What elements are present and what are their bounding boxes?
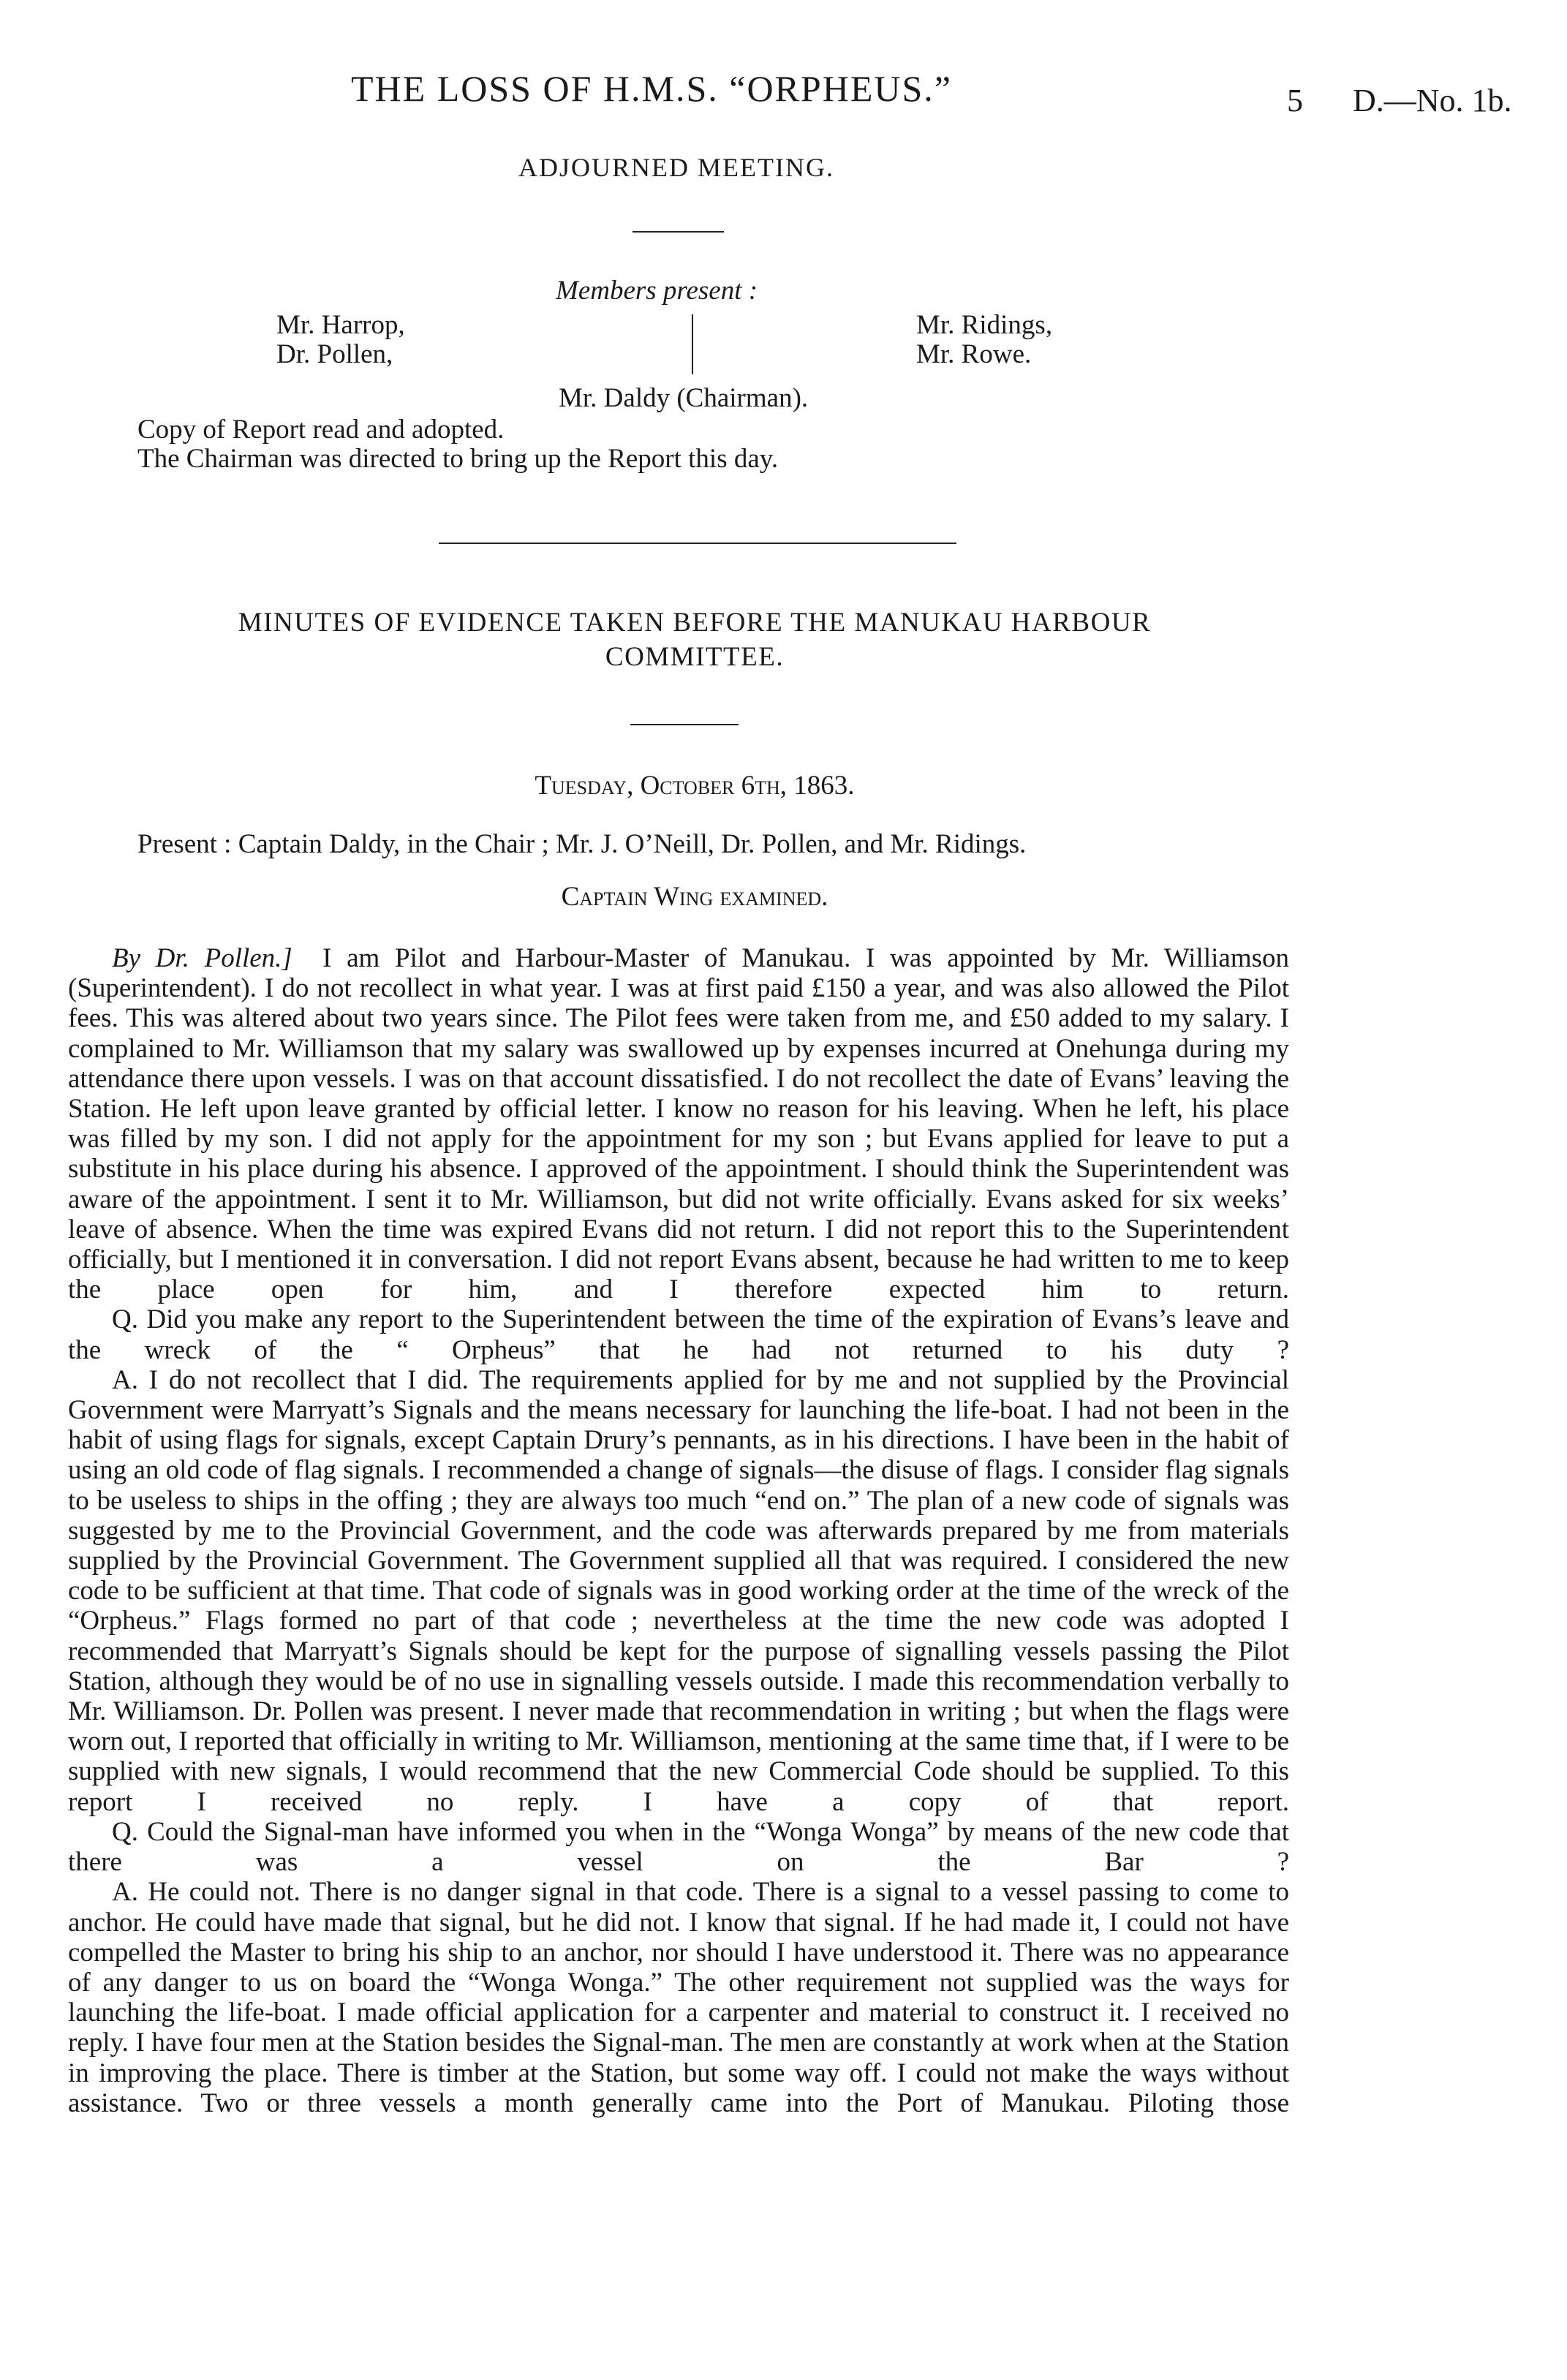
meeting-notes xyxy=(137,415,778,474)
section-divider xyxy=(439,543,956,544)
answer-paragraph: A. I do not recollect that I did. The requirements applied for by me and not supplied by the Provincial Government were Marryatt’s Signals and the means necessary for launching the life-boat. I had not been in the habit of using flags for signals, except Captain Drury’s pennants, as in his directions. I have been in the habit of using an old code of flag signals. I recommended a change of signals—the disuse of flags. I consider flag signals to be useless to ships in the offing ; they are always too much “end on.” The plan of a new code of signals was suggested by me to the Provincial Government, and the code was afterwards prepared by me from materials supplied by the Provincial Government. The Government supplied all that was required. I considered the new code to be sufficient at that time. That code of signals was in good working order at the time of the wreck of the “Orpheus.” Flags formed no part of that code ; nevertheless at the time the new code was adopted I recommended that Marryatt’s Signals should be kept for the purpose of signalling vessels passing the Pilot Station, although they would be of no use in signalling vessels outside. I made this recommendation verbally to Mr. Williamson. Dr. Pollen was present. I never made that recommendation in writing ; but when the flags were worn out, I reported that officially in writing to Mr. Williamson, mentioning at the same time that, if I were to be supplied with new signals, I would recommend that the new Commercial Code should be supplied. To this report I received no reply. I have a copy of that report. xyxy=(68,1364,1289,1817)
right-members xyxy=(916,311,1052,369)
question-paragraph: Q. Could the Signal-man have informed you when in the “Wonga Wonga” by means of the new code that there was a vessel on the Bar ? xyxy=(68,1816,1289,1878)
answer-paragraph: A. He could not. There is no danger signal in that code. There is a signal to a vessel passing to come to anchor. He could have made that signal, but he did not. I know that signal. If he had made it, I could not have compelled the Master to bring his ship to an anchor, nor should I have understood it. There was no appearance of any danger to us on board the “Wonga Wonga.” The other requirement not supplied was the ways for launching the life-boat. I made official application for a carpenter and material to construct it. I received no reply. I have four men at the Station besides the Signal-man. The men are constantly at work when at the Station in improving the place. There is timber at the Station, but some way off. I could not make the ways without assistance. Two or three vessels a month generally came into the Port of Manukau. Piloting those xyxy=(68,1877,1289,2118)
question-paragraph: Q. Did you make any report to the Superintendent between the time of the expiration of Evans’s leave and the wreck of the “ Orpheus” that he had not returned to his duty ? xyxy=(68,1304,1289,1365)
evidence-paragraph xyxy=(68,943,1289,1304)
examiner-label: By Dr. Pollen.] xyxy=(112,943,292,973)
adjourned-meeting-heading: ADJOURNED MEETING. xyxy=(518,153,834,182)
meeting-note: The Chairman was directed to bring up the Report this day. xyxy=(137,444,779,474)
chairman: Mr. Daldy (Chairman). xyxy=(559,383,809,413)
left-members xyxy=(276,311,405,369)
present-list: Present : Captain Daldy, in the Chair ; Mr. J. O’Neill, Dr. Pollen, and Mr. Ridings. xyxy=(137,829,1027,859)
minutes-heading: MINUTES OF EVIDENCE TAKEN BEFORE THE MANUKAU HARBOUR xyxy=(238,608,1152,638)
meeting-note: Copy of Report read and adopted. xyxy=(137,415,505,445)
witness-line: Captain Wing examined. xyxy=(561,882,828,912)
evidence-body xyxy=(68,943,1289,2118)
member-name: Dr. Pollen, xyxy=(276,339,393,369)
divider xyxy=(633,231,724,233)
document-code: D.—No. 1b. xyxy=(1353,83,1512,118)
page-header-title: THE LOSS OF H.M.S. “ORPHEUS.” xyxy=(351,68,952,109)
member-name: Mr. Rowe. xyxy=(916,339,1032,369)
evidence-text: I am Pilot and Harbour-Master of Manukau. I was appointed by Mr. Williamson (Superintendent). I do not recollect in what year. I was at first paid £150 a year, and was also allowed the Pilot fees. This was altered about two years since. The Pilot fees were taken from me, and £50 added to my salary. I complained to Mr. Williamson that my salary was swallowed up by expenses incurred at Onehunga during my attendance there upon vessels. I was on that account dissatisfied. I do not recollect the date of Evans’ leaving the Station. He left upon leave granted by official letter. I know no reason for his leaving. When he left, his place was filled by my son. I did not apply for the appointment for my son ; but Evans applied for leave to put a substitute in his place during his absence. I approved of the appointment. I should think the Superintendent was aware of the appointment. I sent it to Mr. Williamson, but did not write officially. Evans asked for six weeks’ leave of absence. When the time was expired Evans did not return. I did not report this to the Superintendent officially, but I mentioned it in conversation. I did not report Evans absent, because he had written to me to keep the place open for him, and I therefore expected him to return. xyxy=(68,943,1289,1305)
minutes-heading-continued: COMMITTEE. xyxy=(605,642,785,672)
member-name: Mr. Harrop, xyxy=(276,310,405,340)
members-present-label: Members present : xyxy=(556,276,758,306)
hearing-date: Tuesday, October 6th, 1863. xyxy=(535,771,855,801)
divider xyxy=(630,724,739,725)
member-name: Mr. Ridings, xyxy=(916,310,1053,340)
member-divider xyxy=(692,314,693,374)
page-number: 5 xyxy=(1287,83,1303,118)
